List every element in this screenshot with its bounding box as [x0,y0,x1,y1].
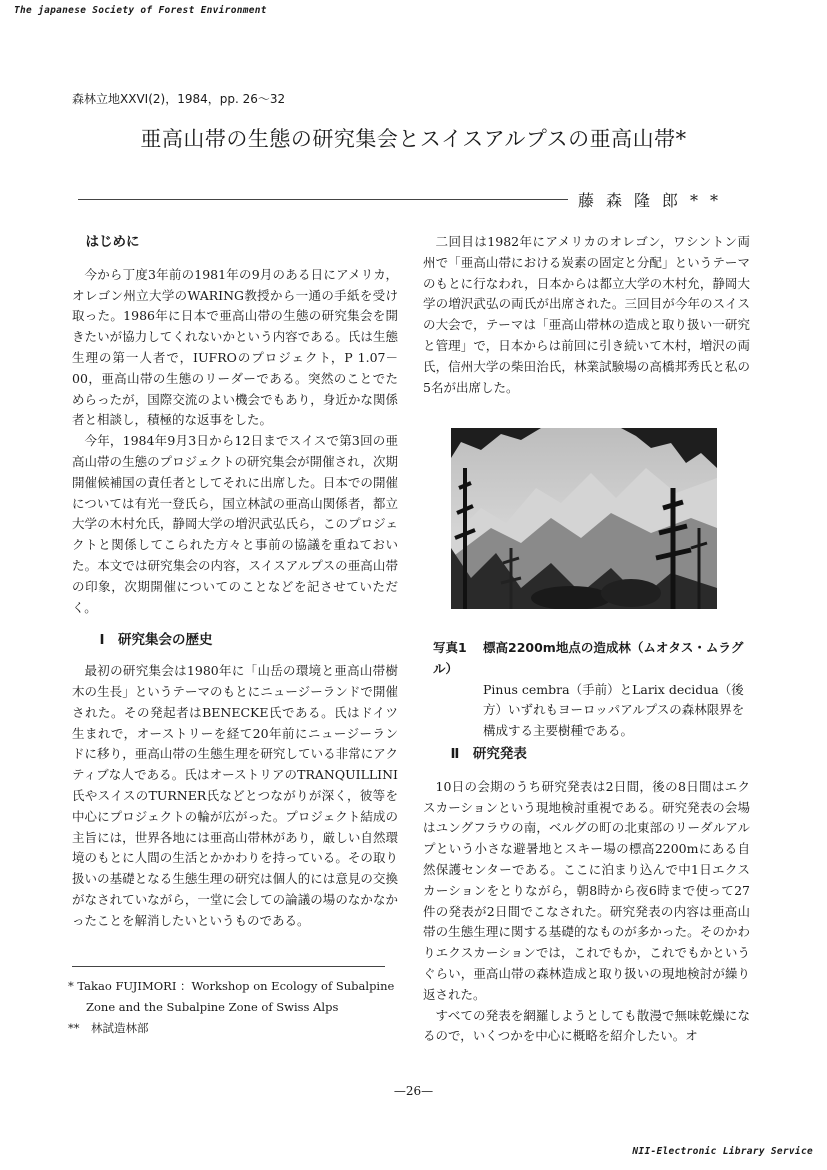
footnote-1-line-2: Zone and the Subalpine Zone of Swiss Alps [86,1000,339,1014]
footnote-2: ** 林試造林部 [68,1021,149,1035]
section2-heading: Ⅱ 研究発表 [450,746,527,762]
right-column-bottom [423,744,750,1047]
page-number: —26— [393,1084,434,1098]
photo-caption [433,638,753,742]
forest-photo [451,428,717,609]
society-header: The japanese Society of Forest Environment [14,5,267,16]
photo-caption-title: 標高2200m地点の造成林（ムオタス・ムラグル） [433,640,744,676]
nii-service-footer: NII-Electronic Library Service [632,1146,813,1157]
intro-heading: はじめに [85,234,140,250]
photo-caption-text: Pinus cembra（手前）とLarix decidua（後方）いずれもヨーロッパアルプスの森林限界を構成する主要樹種である。 [483,681,745,739]
footnotes [68,976,398,1039]
section2-paragraph-2: すべての発表を網羅しようとしても散漫で無味乾燥になるので，いくつかを中心に概略を紹介したい。オ [423,1007,750,1044]
section1-paragraph-1: 最初の研究集会は1980年に「山岳の環境と亜高山帯樹木の生長」というテーマのもとにニュージーランドで開催された。その発起者はBENECKE氏である。氏はドイツ生まれで，オーストリーを経て20年前にニュージーランドに移り，亜高山帯の生態生理を研究している非常にアクティブな人である。氏はオーストリアのTRANQUILLINI氏やスイスのTURNER氏などとつながりが深く，彼等を中心にプロジェクトの輪が広がった。プロジェクト結成の主旨には，世界各地には亜高山帯林があり，厳しい自然環境のもとに人間の生活とかかわりを持っている。その取り扱いの基礎となる生態生理の研究は個人的には意見の交換がなされていながら，一堂に会しての論議の場のなかなかったことを解消したいというものである。 [72,663,398,928]
intro-paragraph-1: 今から丁度3年前の1981年の9月のある日にアメリカ，オレゴン州立大学のWARING教授から一通の手紙を受け取った。1986年に日本で亜高山帯の生態の研究集会を開きたいが協力してくれないかという内容である。氏は生態生理の第一人者で，IUFROのプロジェクト，P 1.07－00，亜高山帯の生態のリーダーである。突然のことでためらったが，国際交流のよい機会でもあり，身近かな関係者と相談し，積極的な返事をした。 [72,266,398,428]
right-paragraph-1: 二回目は1982年にアメリカのオレゴン，ワシントン両州で「亜高山帯における炭素の固定と分配」というテーマのもとに行なわれ，日本からは都立大学の木村允，静岡大学の増沢武弘の両氏が出席された。三回目が今年のスイスの大会で，テーマは「亜高山帯林の造成と取り扱い一研究と管理」で，日本からは前回に引き続いて木村，増沢の両氏，信州大学の柴田治氏，林業試験場の高橋邦秀氏と私の5名が出席した。 [423,234,750,395]
intro-paragraph-2: 今年，1984年9月3日から12日までスイスで第3回の亜高山帯の生態のプロジェクトの研究集会が開催され，次期開催候補国の責任者としてそれに出席した。日本での開催については有光一登氏ら，国立林試の亜高山関係者，都立大学の木村允氏，静岡大学の増沢武弘氏ら，このプロジェクトと関係してこられた方々と事前の協議を重ねておいた。本文では研究集会の内容，スイスアルプスの亜高山帯の印象，次期開催についてのことなどを記させていただく。 [72,433,398,615]
journal-citation: 森林立地XXVI(2)，1984，pp. 26～32 [72,92,286,106]
author-name: 藤森隆郎** [578,191,731,210]
article-title: 亜高山帯の生態の研究集会とスイスアルプスの亜高山帯* [140,127,687,151]
right-column-top [423,232,750,398]
section1-heading: Ⅰ 研究集会の歴史 [99,632,213,649]
title-rule [78,199,568,200]
footnote-1-line-1: * Takao FUJIMORI ：Workshop on Ecology of Subalpine [68,979,395,993]
left-column [72,232,398,932]
forest-photo-illustration [451,428,717,609]
section2-paragraph-1: 10日の会期のうち研究発表は2日間，後の8日間はエクスカーションという現地検討重視である。研究発表の会場はユングフラウの南，ベルグの町の北東部のリーダルアルプという小さな避暑地とスキー場の標高2200mにある自然保護センターである。ここに泊まり込んで中1日エクスカーションをとりながら，朝8時から夜6時まで使って27件の発表が2日間でこなされた。研究発表の内容は亜高山帯の生態生理に関する基礎的なものが多かった。そのかわりエクスカーションでは，これでもか，これでもかというぐらい，亜高山帯の森林造成と取り扱いの現地検討が繰り返された。 [423,778,750,1002]
photo-label: 写真1 [433,640,467,655]
footnote-rule [72,966,385,967]
